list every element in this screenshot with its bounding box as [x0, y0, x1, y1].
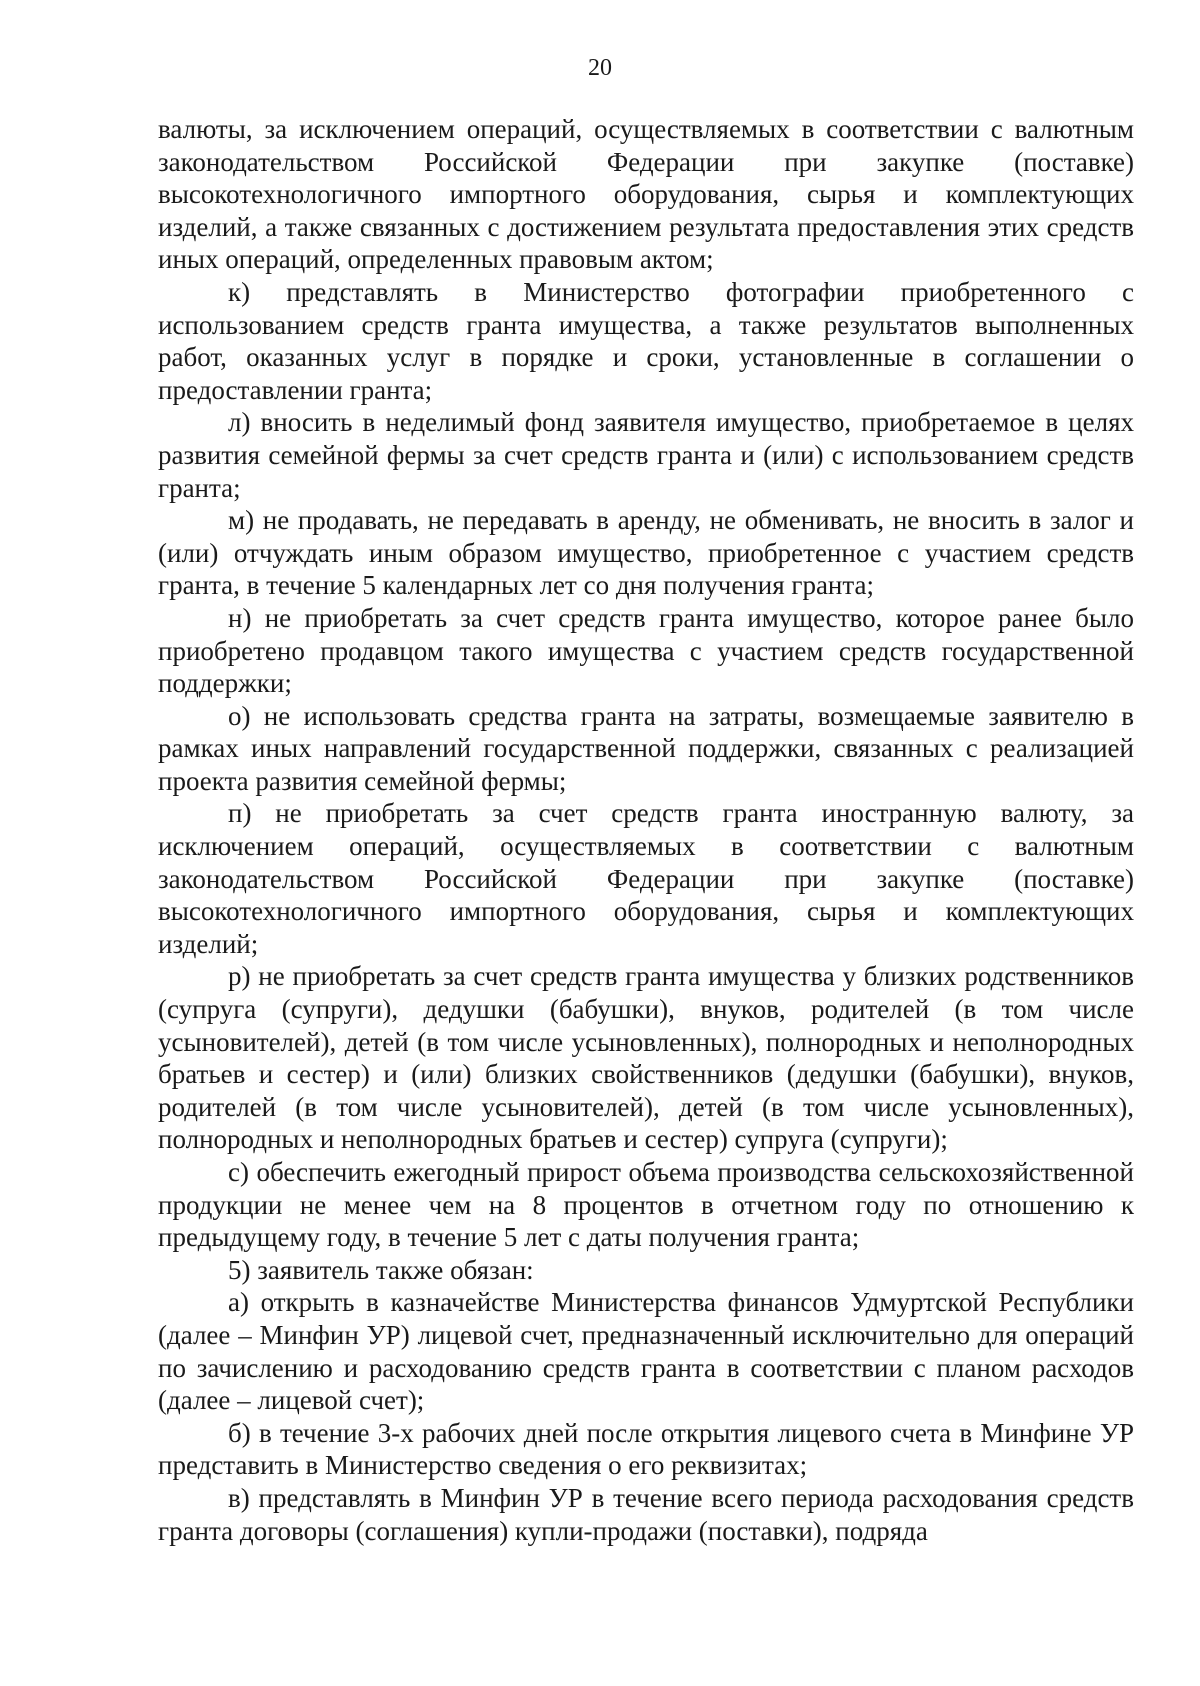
paragraph-continuation: валюты, за исключением операций, осуществляемых в соответствии с валютным законодательством Российской Федерации при закупке (поставке) высокотехнологичного импортного оборудования, сырья и комплектующих изделий, а также связанных с достижением результата предоставления этих средств иных операций, определенных правовым актом;: [158, 114, 1134, 275]
paragraph-item-v: в) представлять в Минфин УР в течение всего периода расходования средств гранта договоры (соглашения) купли-продажи (поставки), подряда: [158, 1482, 1134, 1546]
paragraph-item-l: л) вносить в неделимый фонд заявителя имущество, приобретаемое в целях развития семейной фермы за счет средств гранта и (или) с использованием средств гранта;: [158, 407, 1134, 503]
paragraph-item-m: м) не продавать, не передавать в аренду, не обменивать, не вносить в залог и (или) отчуждать иным образом имущество, приобретенное с участием средств гранта, в течение 5 календарных лет со дня получения гранта;: [158, 505, 1134, 601]
paragraph-item-r: р) не приобретать за счет средств гранта имущества у близких родственников (супруга (супруги), дедушки (бабушки), внуков, родителей (в том числе усыновителей), детей (в том числе усыновленных), полнородных и неполнородных братьев и сестер) и (или) близких свойственников (дедушки (бабушки), внуков, родителей (в том числе усыновителей), детей (в том числе усыновленных), полнородных и неполнородных братьев и сестер) супруга (супруги);: [158, 961, 1134, 1155]
body-text: [158, 113, 1134, 1547]
paragraph-item-n: н) не приобретать за счет средств гранта имущество, которое ранее было приобретено продавцом такого имущества с участием средств государственной поддержки;: [158, 602, 1134, 699]
paragraph-item-a: а) открыть в казначействе Министерства финансов Удмуртской Республики (далее – Минфин УР) лицевой счет, предназначенный исключительно для операций по зачислению и расходованию средств гранта в соответствии с планом расходов (далее – лицевой счет);: [158, 1287, 1134, 1416]
paragraph-item-k: к) представлять в Министерство фотографии приобретенного с использованием средств гранта имущества, а также результатов выполненных работ, оказанных услуг в порядке и сроки, установленные в соглашении о предоставлении гранта;: [158, 276, 1134, 405]
page-number: 20: [588, 55, 612, 81]
paragraph-point-5: 5) заявитель также обязан:: [228, 1254, 534, 1285]
paragraph-item-p: п) не приобретать за счет средств гранта иностранную валюту, за исключением операций, осуществляемых в соответствии с валютным законодательством Российской Федерации при закупке (поставке) высокотехнологичного импортного оборудования, сырья и комплектующих изделий;: [158, 798, 1134, 959]
paragraph-item-s: с) обеспечить ежегодный прирост объема производства сельскохозяйственной продукции не менее чем на 8 процентов в отчетном году по отношению к предыдущему году, в течение 5 лет с даты получения гранта;: [158, 1157, 1134, 1253]
paragraph-item-b: б) в течение 3-х рабочих дней после открытия лицевого счета в Минфине УР представить в Министерство сведения о его реквизитах;: [158, 1417, 1134, 1481]
paragraph-item-o: о) не использовать средства гранта на затраты, возмещаемые заявителю в рамках иных направлений государственной поддержки, связанных с реализацией проекта развития семейной фермы;: [158, 700, 1134, 796]
